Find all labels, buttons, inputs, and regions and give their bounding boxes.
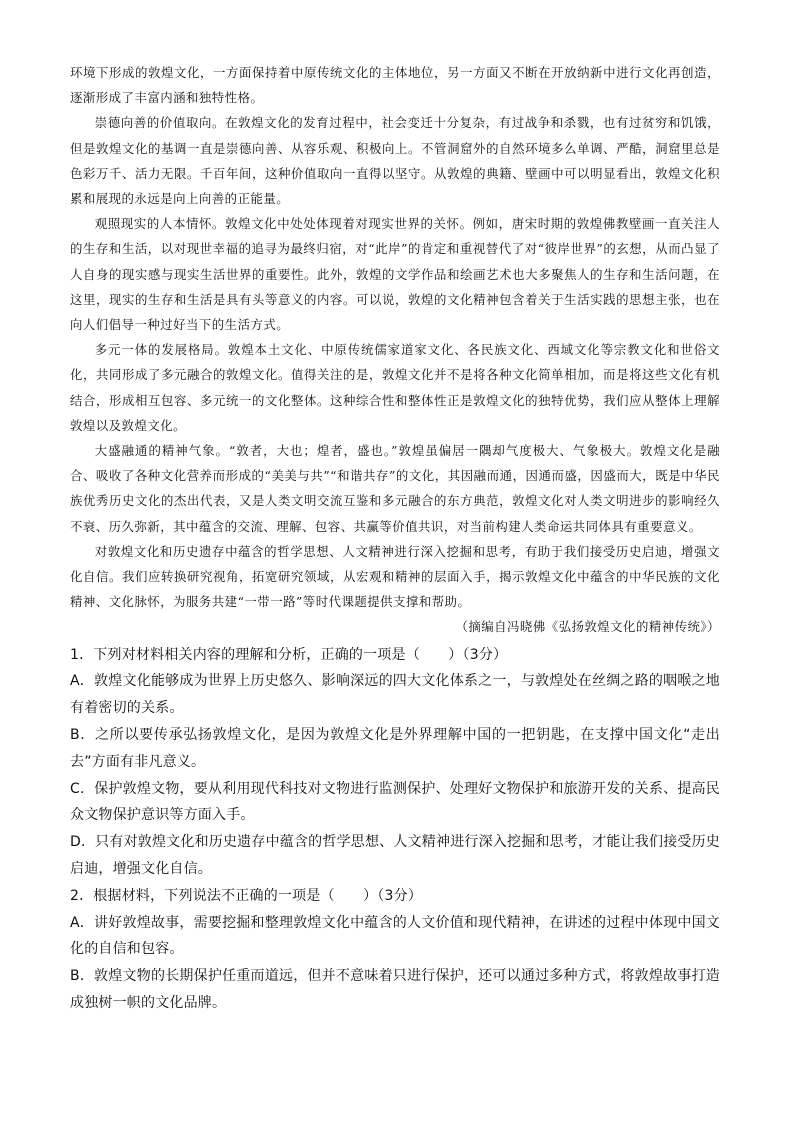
- reading-passage: [70, 60, 720, 640]
- passage-paragraph-spirit: 大盛融通的精神气象。“敦者，大也；煌者，盛也。”敦煌虽偏居一隅却气度极大、气象极大。敦煌文化是融合、吸收了各种文化营养而形成的“美美与共”“和谐共存”的文化，其因融而通，因通而盛，因盛而大，既是中华民族优秀历史文化的杰出代表，又是人类文明交流互鉴和多元融合的东方典范，敦煌文化对人类文明进步的影响经久不衰、历久弥新，其中蕴含的交流、理解、包容、共赢等价值共识，对当前构建人类命运共同体具有重要意义。: [70, 443, 720, 534]
- question-2: [70, 883, 720, 1017]
- option-a: A．讲好敦煌故事，需要挖掘和整理敦煌文化中蕴含的人文价值和现代精神，在讲述的过程中体现中国文化的自信和包容。: [70, 914, 720, 958]
- option-d: D．只有对敦煌文化和历史遗存中蕴含的哲学思想、人文精神进行深入挖掘和思考，才能让我们接受历史启迪，增强文化自信。: [70, 834, 720, 878]
- passage-source: （摘编自冯晓佛《弘扬敦煌文化的精神传统》）: [455, 619, 720, 635]
- option-b: B．之所以要传承弘扬敦煌文化，是因为敦煌文化是外界理解中国的一把钥匙，在支撑中国文化“走出去”方面有非凡意义。: [70, 727, 720, 770]
- passage-paragraph-continued: 环境下形成的敦煌文化，一方面保持着中原传统文化的主体地位，另一方面又不断在开放纳新中进行文化再创造，逐渐形成了丰富内涵和独特性格。: [70, 65, 720, 106]
- option-a: A．敦煌文化能够成为世界上历史悠久、影响深远的四大文化体系之一，与敦煌处在丝绸之路的咽喉之地有着密切的关系。: [70, 673, 720, 717]
- question-1: [70, 642, 720, 883]
- passage-paragraph-humanism: 观照现实的人本情怀。敦煌文化中处处体现着对现实世界的关怀。例如，唐宋时期的敦煌佛教壁画一直关注人的生存和生活，以对现世幸福的追寻为最终归宿，对“此岸”的肯定和重视替代了对“彼岸世界”的玄想，从而凸显了人自身的现实感与现实生活世界的重要性。此外，敦煌的文学作品和绘画艺术也大多聚焦人的生存和生活问题，在这里，现实的生存和生活是具有头等意义的内容。可以说，敦煌的文化精神包含着关于生活实践的思想主张，也在向人们倡导一种过好当下的生活方式。: [70, 216, 720, 333]
- question-stem: 2．根据材料，下列说法不正确的一项是（ ）（3分）: [70, 887, 423, 904]
- exam-page: [70, 60, 720, 1017]
- passage-paragraph-diversity: 多元一体的发展格局。敦煌本土文化、中原传统儒家道家文化、各民族文化、西域文化等宗教文化和世俗文化，共同形成了多元融合的敦煌文化。值得关注的是，敦煌文化并不是将各种文化简单相加，而是将这些文化有机结合，形成相互包容、多元统一的文化整体。这种综合性和整体性正是敦煌文化的独特优势，我们应从整体上理解敦煌以及敦煌文化。: [70, 342, 720, 433]
- option-c: C．保护敦煌文物，要从利用现代科技对文物进行监测保护、处理好文物保护和旅游开发的关系、提高民众文物保护意识等方面入手。: [70, 780, 720, 824]
- option-b: B．敦煌文物的长期保护任重而道远，但并不意味着只进行保护，还可以通过多种方式，将敦煌故事打造成独树一帜的文化品牌。: [70, 968, 720, 1012]
- question-list: [70, 642, 720, 1017]
- question-stem: 1．下列对材料相关内容的理解和分析，正确的一项是（ ）（3分）: [70, 646, 508, 663]
- passage-paragraph-conclusion: 对敦煌文化和历史遗存中蕴含的哲学思想、人文精神进行深入挖掘和思考，有助于我们接受历史启迪，增强文化自信。我们应转换研究视角，拓宽研究领域，从宏观和精神的层面入手，揭示敦煌文化中蕴含的中华民族的文化精神、文化脉怀，为服务共建“一带一路”等时代课题提供支撑和帮助。: [70, 543, 720, 610]
- passage-paragraph-values: 崇德向善的价值取向。在敦煌文化的发育过程中，社会变迁十分复杂，有过战争和杀戮，也有过贫穷和饥饿，但是敦煌文化的基调一直是崇德向善、从容乐观、积极向上。不管洞窟外的自然环境多么单调、严酷，洞窟里总是色彩万千、活力无限。千百年间，这种价值取向一直得以坚守。从敦煌的典籍、壁画中可以明显看出，敦煌文化积累和展现的永远是向上向善的正能量。: [70, 115, 720, 207]
